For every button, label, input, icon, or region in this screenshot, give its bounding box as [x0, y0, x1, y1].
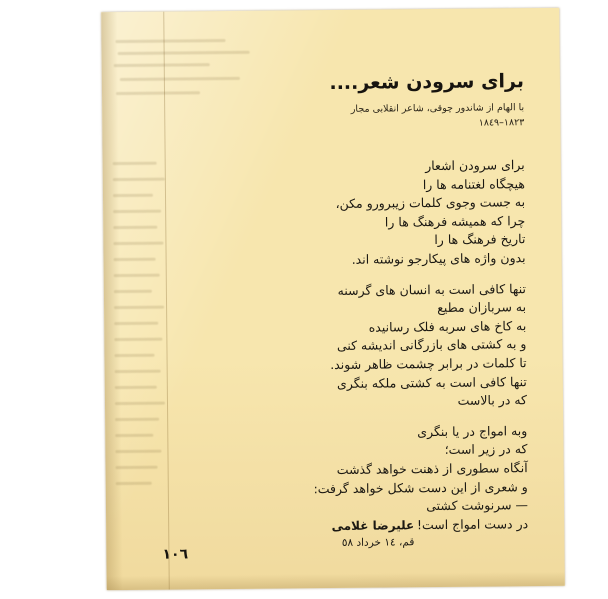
poem-line: وبه امواج در یا بنگری: [417, 422, 528, 439]
poem-subtitle: [194, 100, 524, 133]
poem-line: تنها کافی است به کشتی ملکه بنگری: [336, 373, 527, 391]
poem-title: برای سرودن شعر....: [329, 70, 525, 95]
poem-line: چرا که همیشه فرهنگ ها را: [384, 212, 526, 230]
poem-line: که در بالاست: [457, 392, 528, 408]
poem-line: به جست وجوی کلمات زیبرورو مکن،: [335, 194, 526, 212]
poem-line: هیچگاه لغتنامه ها را: [422, 175, 525, 192]
poem-line: تنها کافی است به انسان های گرسنه: [337, 280, 526, 298]
poem-line: و به کشتی های بازرگانی اندیشه کنی: [336, 336, 527, 354]
subtitle-line-2: ١٨٢٣–١٨٤٩: [478, 117, 525, 129]
poem-line: که در زیر است؛: [444, 441, 528, 458]
poem-line: — سرنوشت کشتی: [426, 497, 529, 514]
poem-line: آنگاه سطوری از ذهنت خواهد گذشت: [336, 460, 528, 477]
page-edge-shadow-bottom: [107, 572, 565, 590]
poem-line: در دست امواج است!: [416, 515, 529, 532]
author-name: علیرضا غلامی: [331, 518, 415, 534]
poem-line: بدون واژه های پیکارجو نوشته اند.: [351, 250, 526, 267]
page-fold-line: [163, 12, 170, 590]
poem-line: به کاخ های سربه فلک رسانیده: [368, 317, 527, 335]
poem-stanza: [195, 156, 526, 271]
poem-line: تاریخ فرهنگ ها را: [434, 231, 526, 248]
page-number: ١٠٦: [162, 546, 189, 563]
poem-line: تا کلمات در برابر چشمت ظاهر شوند.: [330, 355, 527, 372]
poem-line: و شعری از این دست شکل خواهد گرفت:: [313, 478, 528, 496]
poem-line: برای سرودن اشعار: [425, 157, 525, 174]
page-edge-shadow-left: [101, 12, 123, 590]
poem-line: به سربازان مطیع: [437, 299, 527, 316]
poem-body: [195, 156, 529, 548]
author-place-date: قم، ١٤ خرداد ٥٨: [341, 536, 415, 549]
author-signature: [214, 517, 414, 553]
book-page-sheet: [101, 8, 565, 590]
poem-stanza: [196, 280, 527, 413]
subtitle-line-1: با الهام از شاندور چوقی، شاعر انقلابی مجار: [350, 102, 525, 115]
